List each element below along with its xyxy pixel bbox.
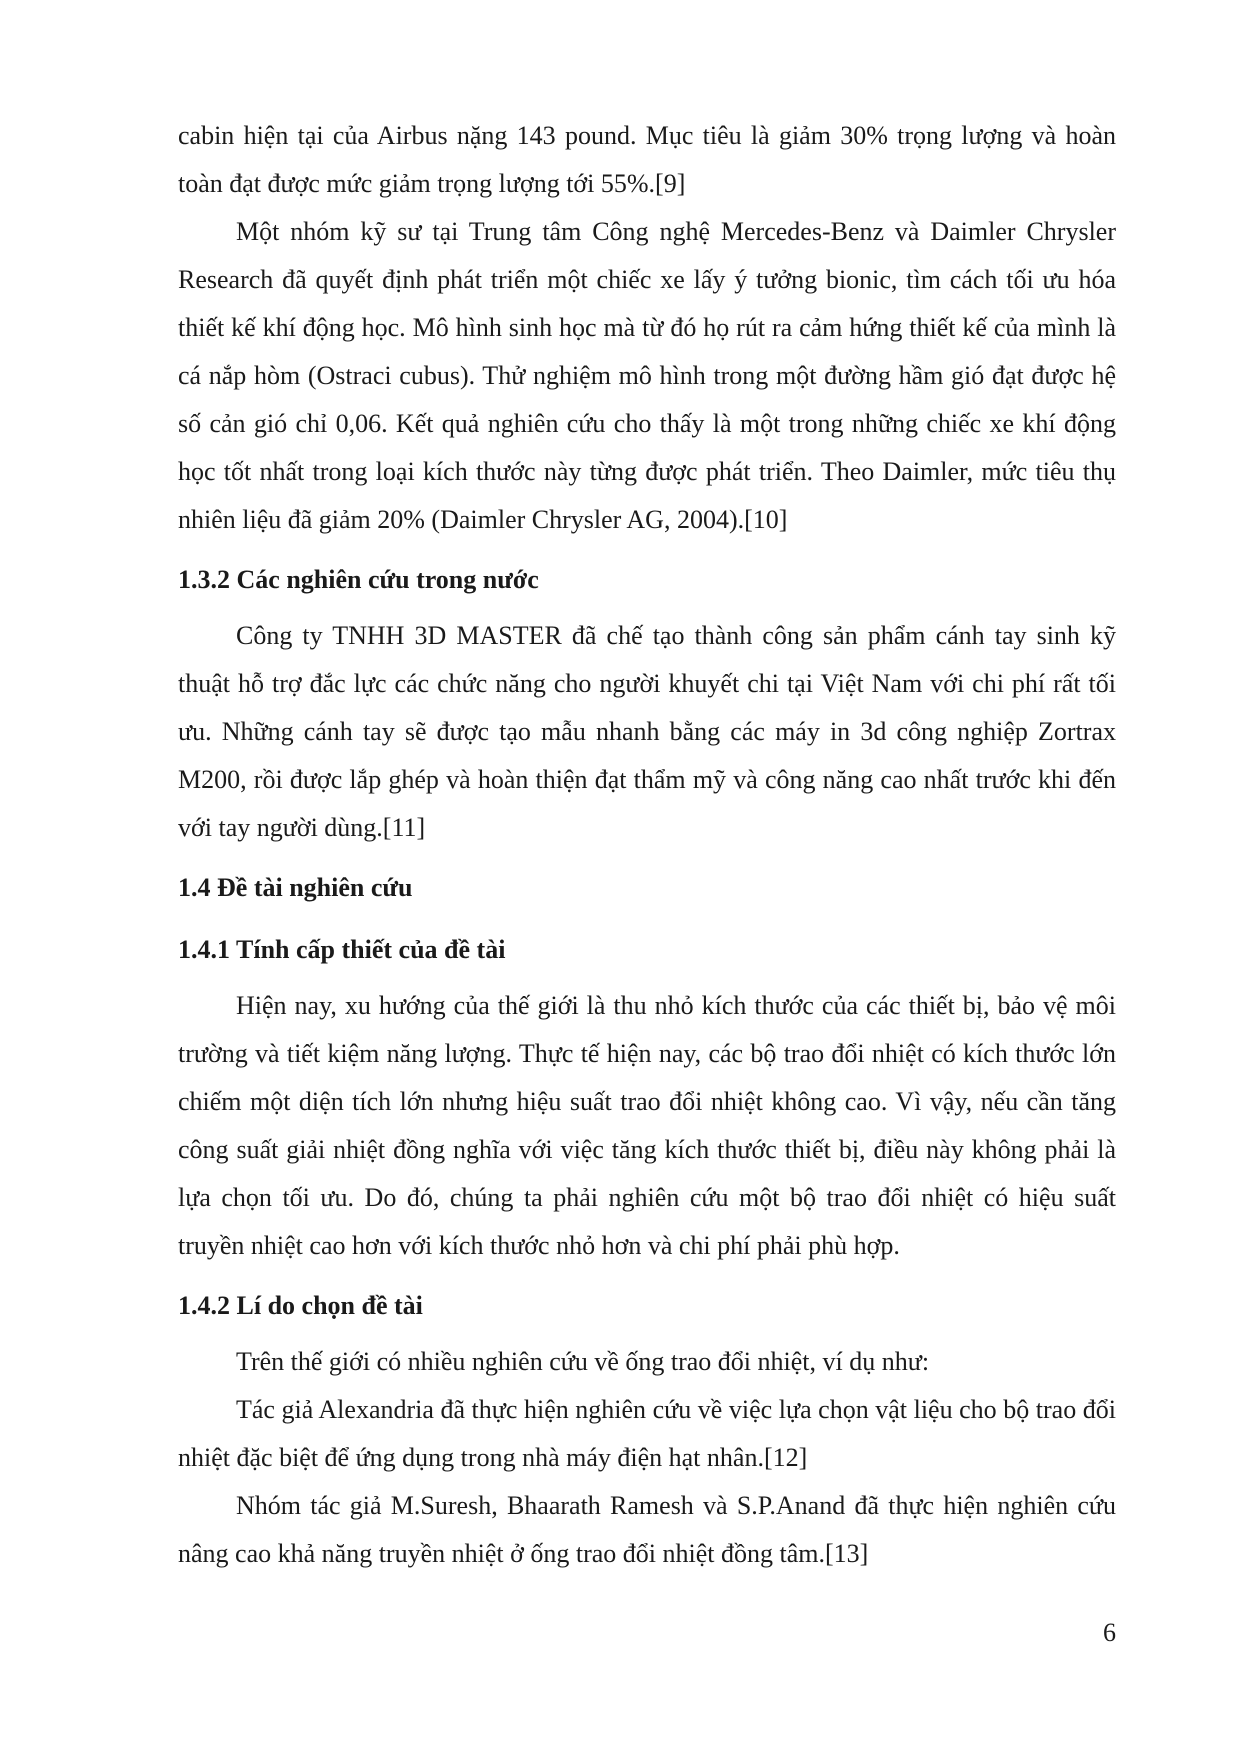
heading-1-4: 1.4 Đề tài nghiên cứu bbox=[178, 873, 413, 902]
paragraph-urgency: Hiện nay, xu hướng của thế giới là thu nhỏ kích thước của các thiết bị, bảo vệ môi trường và tiết kiệm năng lượng. Thực tế hiện nay, các bộ trao đổi nhiệt có kích thước lớn chiếm một diện tích lớn nhưng hiệu suất trao đổi nhiệt không cao. Vì vậy, nếu cần tăng công suất giải nhiệt đồng nghĩa với việc tăng kích thước thiết bị, điều này không phải là lựa chọn tối ưu. Do đó, chúng ta phải nghiên cứu một bộ trao đổi nhiệt có hiệu suất truyền nhiệt cao hơn với kích thước nhỏ hơn và chi phí phải phù hợp. bbox=[178, 991, 1116, 1260]
paragraph-alexandria: Tác giả Alexandria đã thực hiện nghiên cứu về việc lựa chọn vật liệu cho bộ trao đổi nhiệt đặc biệt để ứng dụng trong nhà máy điện hạt nhân.[12] bbox=[178, 1395, 1116, 1472]
heading-1-3-2: 1.3.2 Các nghiên cứu trong nước bbox=[178, 565, 539, 594]
page-number: 6 bbox=[1103, 1618, 1116, 1647]
paragraph-suresh: Nhóm tác giả M.Suresh, Bhaarath Ramesh và S.P.Anand đã thực hiện nghiên cứu nâng cao khả năng truyền nhiệt ở ống trao đổi nhiệt đồng tâm.[13] bbox=[178, 1491, 1116, 1568]
paragraph-3d-master: Công ty TNHH 3D MASTER đã chế tạo thành công sản phẩm cánh tay sinh kỹ thuật hỗ trợ đắc lực các chức năng cho người khuyết chi tại Việt Nam với chi phí rất tối ưu. Những cánh tay sẽ được tạo mẫu nhanh bằng các máy in 3d công nghiệp Zortrax M200, rồi được lắp ghép và hoàn thiện đạt thẩm mỹ và công năng cao nhất trước khi đến với tay người dùng.[11] bbox=[178, 621, 1116, 842]
page-content bbox=[178, 112, 1116, 1578]
paragraph-mercedes-bionic: Một nhóm kỹ sư tại Trung tâm Công nghệ Mercedes-Benz và Daimler Chrysler Research đã quyết định phát triển một chiếc xe lấy ý tưởng bionic, tìm cách tối ưu hóa thiết kế khí động học. Mô hình sinh học mà từ đó họ rút ra cảm hứng thiết kế của mình là cá nắp hòm (Ostraci cubus). Thử nghiệm mô hình trong một đường hầm gió đạt được hệ số cản gió chỉ 0,06. Kết quả nghiên cứu cho thấy là một trong những chiếc xe khí động học tốt nhất trong loại kích thước này từng được phát triển. Theo Daimler, mức tiêu thụ nhiên liệu đã giảm 20% (Daimler Chrysler AG, 2004).[10] bbox=[178, 217, 1116, 534]
paragraph-airbus-continuation: cabin hiện tại của Airbus nặng 143 pound. Mục tiêu là giảm 30% trọng lượng và hoàn toàn đạt được mức giảm trọng lượng tới 55%.[9] bbox=[178, 121, 1116, 198]
heading-1-4-1: 1.4.1 Tính cấp thiết của đề tài bbox=[178, 935, 506, 964]
paragraph-research-intro: Trên thế giới có nhiều nghiên cứu về ống trao đổi nhiệt, ví dụ như: bbox=[236, 1347, 930, 1376]
heading-1-4-2: 1.4.2 Lí do chọn đề tài bbox=[178, 1291, 423, 1320]
